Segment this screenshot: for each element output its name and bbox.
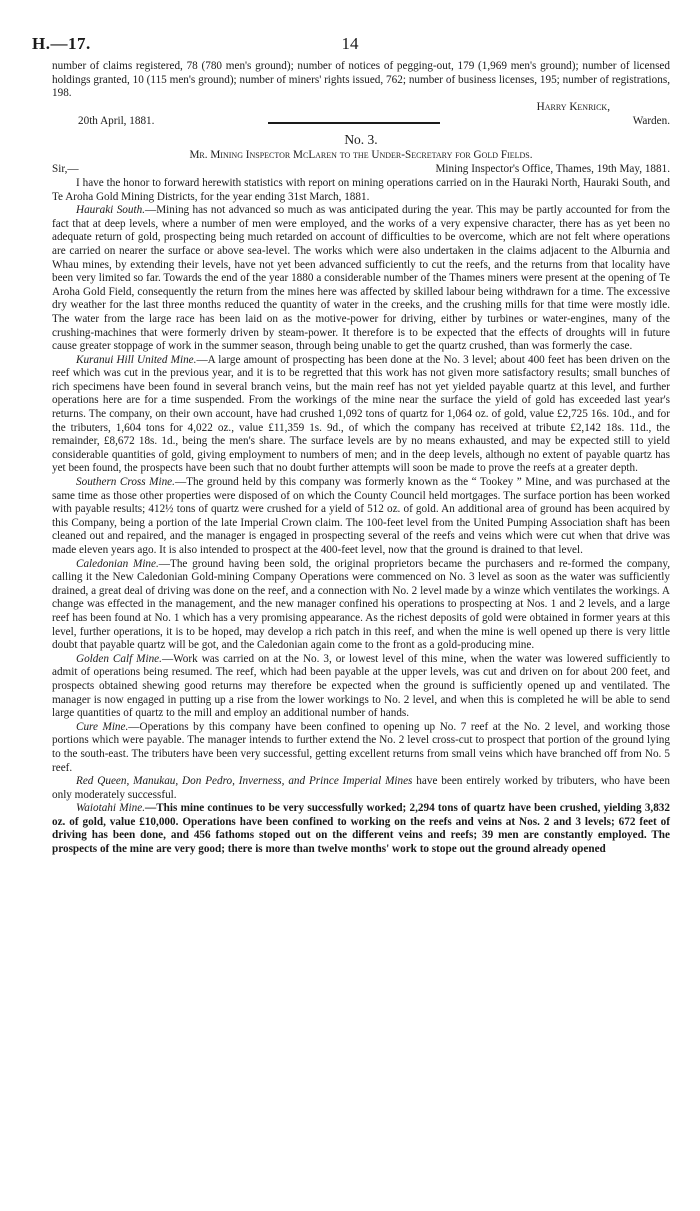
body-paragraph	[52, 354, 670, 476]
body-paragraph	[52, 721, 670, 775]
paragraph-text: —The ground held by this company was formerly known as the “ Tookey ” Mine, and was purchased at the same time as those other properties were disposed of on which the County Council held mortgages. The surface portion has been worked with payable results; 412½ tons of quartz were crushed for a yield of 512 oz. of gold. An additional area of ground has been acquired by this Company, being a portion of the late Imperial Crown claim. The 100-feet level from the United Pumping Association shaft has been cleaned out and repaired, and the manager is engaged in prospecting several of the reefs and veins which were cut when that drive was made eleven years ago. It is also intended to prospect at the 400-feet level, now that the ground is drained to that level.	[52, 476, 670, 556]
section-divider	[268, 122, 440, 124]
body-paragraph	[52, 204, 670, 354]
paragraph-heading: Kuranui Hill United Mine.	[76, 353, 197, 366]
page-number: 14	[341, 34, 359, 53]
signatory-role: Warden.	[632, 114, 670, 127]
page-header	[32, 28, 668, 58]
paragraph-text: —The ground having been sold, the original proprietors became the purchasers and re-formed the company, calling it the New Caledonian Gold-mining Company Operations were commenced on No. 3 level as soon as the water was sufficiently drained, a great deal of driving was done on the reef, and a connection with No. 2 level made by a winze which ventilates the workings. A change was effected in the management, and the new manager confined his operations to prospecting at Nos. 1 and 2 levels, and a large reef has been found at No. 1 which has a very promising appearance. As the richest deposits of gold were obtained in former years at this level, further operations, it is to be hoped, may develop a rich patch in this reef, and when the mine is well opened up there is very little doubt that payable quartz will be got, and the Caledonian again come to the front as a gold-producing mine.	[52, 557, 671, 652]
body-paragraph	[52, 653, 670, 721]
paragraph-heading: Hauraki South.	[76, 204, 145, 217]
paragraph-text: —Operations by this company have been confined to opening up No. 7 reef at the No. 2 level, and working those portions which were payable. The manager intends to further extend the No. 2 level cross-cut to prospect that portion of the ground lying to the south-east. The tributers have been very successful, getting excellent returns from small veins which have branched off from No. 5 reef.	[52, 720, 670, 774]
body-paragraph	[52, 775, 670, 802]
paragraph-heading: Golden Calf Mine.	[76, 652, 162, 665]
paragraph-heading: Southern Cross Mine.	[76, 476, 175, 489]
salutation-row	[52, 163, 670, 177]
salutation: Sir,—	[52, 162, 79, 175]
paragraph-text: I have the honor to forward herewith statistics with report on mining operations carried on in the Hauraki North, Hauraki South, and Te Aroha Gold Mining Districts, for the year ending 31st March, 1881.	[52, 176, 670, 203]
paragraph-text: —This mine continues to be very successfully worked; 2,294 tons of quartz have been crushed, yielding 3,832 oz. of gold, value £10,000. Operations have been confined to working on the reefs and veins at Nos. 2 and 3 levels; 672 feet of driving has been done, and 456 fathoms stoped out on the different veins and reefs; 39 men are constantly employed. The prospects of the mine are very good; there is more than twelve months' work to stope out the ground already opened	[52, 802, 670, 856]
office-place-date: Mining Inspector's Office, Thames, 19th May, 1881.	[435, 162, 670, 175]
paragraph-text: —A large amount of prospecting has been done at the No. 3 level; about 400 feet has been driven on the reef which was cut in the previous year, and it is to be regretted that this work has not given more satisfactory results; small bunches of rich specimens have been found in several branch veins, but the main reef has not yet yielded payable quartz at this level, and further operations here are for a time suspended. From the workings of the mine near the surface the yield of gold has exceeded last year's returns. The company, on their own account, have had crushed 1,092 tons of quartz for 1,064 oz. of gold, value £2,725 16s. 10d., and for the tributers, 1,604 tons for 4,022 oz., value £11,359 1s. 9d., of which the company has received at tribute £2,142 18s. 11d., the remainder, £8,672 18s. 1d., being the men's share. The surface levels are by no means exhausted, and may be expected still to yield considerable quantities of gold, giving employment to numbers of men; and in the deep levels, although no extent of payable quartz has yet been found, the prospects have been such that no doubt further attempts will soon be made to prove the reefs at a greater depth.	[52, 353, 671, 475]
body-paragraph	[52, 177, 670, 204]
paragraph-heading: Waiotahi Mine.	[76, 802, 146, 815]
paragraph-heading: Red Queen, Manukau, Don Pedro, Inverness, and Prince Imperial Mines	[76, 775, 413, 788]
paragraph-text: —Mining has not advanced so much as was anticipated during the year. This may be partly accounted for from the fact that at deep levels, where a number of men were employed, and the works of a very expensive character, there has as yet been no adequate return of gold, prospecting being much retarded on account of difficulties to be overcome, which are not felt where operations are carried on nearer the surface or above sea-level. The works which were also undertaken in the claims adjacent to the Alburnia and Whau mines, by extending their levels, have not yet been advanced sufficiently to cut the reefs, and the returns from that locality have been very limited so far. Towards the end of the year 1880 a considerable number of the Thames miners were present at the opening of Te Aroha Gold Field, consequently the return from the mines here was affected by skilled labour being withdrawn for a time. The excessive dry weather for the last three months reduced the quantity of water in the creeks, and the crushing mills for that time were mostly idle. The water from the large race has been laid on as the motive-power for driving, either by turbines or water-engines, many of the crushing-machines that were formerly driven by steam-power. It therefore is to be expected that the effects of droughts will in future cause greater stoppage of work in the summer season, through being unable to get the quartz crushed, than was formerly the case.	[52, 204, 670, 353]
document-body	[52, 60, 670, 857]
paragraph-text: have been entirely worked by tributers, who have been only moderately successful.	[52, 775, 670, 801]
signature-row	[52, 101, 670, 115]
date-role-row	[52, 115, 670, 131]
section-number: No. 3.	[344, 131, 378, 147]
body-paragraph	[52, 558, 670, 653]
paragraph-text: —Work was carried on at the No. 3, or lowest level of this mine, when the water was lowered sufficiently to admit of operations being resumed. The reef, which had been payable at the upper levels, was cut and driven on for about 200 feet, and prospects obtained shewing good returns may therefore be expected when the ground is sufficiently opened up and ventilated. The manager is now engaged in putting up a rise from the lower workings to No. 2 level, and when this is completed he will be able to send large quantities of quartz to the mill and employ an additional number of hands.	[52, 652, 670, 720]
body-paragraph	[52, 802, 670, 856]
letter-date: 20th April, 1881.	[78, 114, 155, 127]
intro-paragraph: number of claims registered, 78 (780 men's ground); number of notices of pegging-out, 179 (1,969 men's ground); number of licensed holdings granted, 10 (115 men's ground); number of miners' rights issued, 762; number of business licenses, 195; number of registrations, 198.	[52, 60, 670, 100]
body-paragraph	[52, 476, 670, 558]
section-title: Mr. Mining Inspector McLaren to the Under-Secretary for Gold Fields.	[189, 149, 533, 162]
paragraph-heading: Cure Mine.	[76, 720, 129, 733]
document-reference: H.—17.	[32, 34, 91, 53]
paragraph-heading: Caledonian Mine.	[76, 557, 159, 570]
signatory-name: Harry Kenrick,	[536, 100, 610, 113]
